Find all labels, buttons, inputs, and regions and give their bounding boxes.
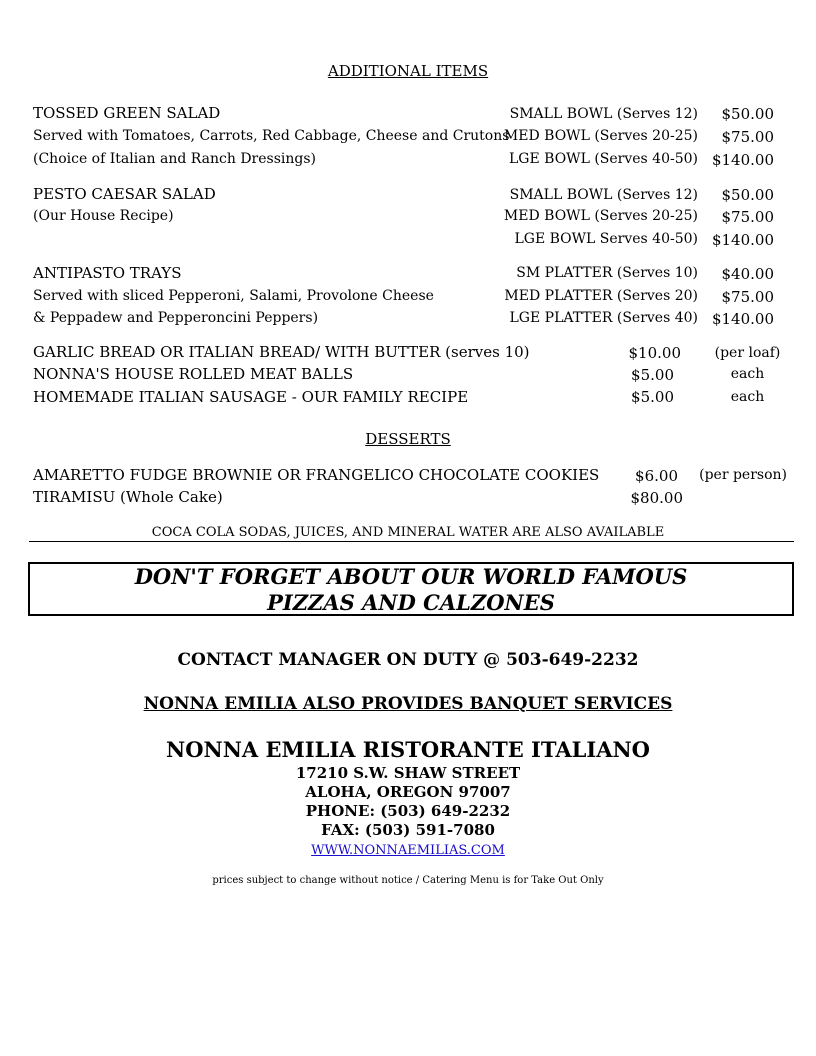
antipasto-price-sm: $40.00 [721, 265, 774, 283]
salad-desc-2: (Choice of Italian and Ranch Dressings) [33, 151, 316, 167]
divider [29, 541, 794, 542]
pesto-price-lge: $140.00 [711, 231, 774, 249]
extra-unit-sausage: each [730, 389, 765, 405]
extra-name-meatballs: NONNA'S HOUSE ROLLED MEAT BALLS [33, 365, 354, 383]
extra-name-bread: GARLIC BREAD OR ITALIAN BREAD/ WITH BUTTER (serves 10) [33, 343, 530, 361]
dessert-name-tiramisu: TIRAMISU (Whole Cake) [33, 488, 223, 506]
dessert-price-tiramisu: $80.00 [630, 489, 683, 507]
pesto-price-small: $50.00 [721, 186, 774, 204]
fax: FAX: (503) 591-7080 [321, 821, 495, 839]
extra-unit-bread: (per loaf) [714, 345, 781, 361]
salad-price-lge: $140.00 [711, 151, 774, 169]
dessert-name-brownie: AMARETTO FUDGE BROWNIE OR FRANGELICO CHOCOLATE COOKIES [33, 466, 600, 484]
antipasto-size-sm: SM PLATTER (Serves 10) [516, 265, 698, 281]
salad-size-lge: LGE BOWL (Serves 40-50) [509, 151, 698, 167]
pesto-size-med: MED BOWL (Serves 20-25) [503, 208, 698, 224]
dessert-unit-brownie: (per person) [699, 467, 787, 483]
promo-line-2: PIZZAS AND CALZONES [267, 590, 555, 615]
extra-price-bread: $10.00 [628, 344, 681, 362]
pesto-size-lge: LGE BOWL Serves 40-50) [514, 231, 698, 247]
website-link[interactable]: WWW.NONNAEMILIAS.COM [311, 843, 505, 858]
antipasto-name: ANTIPASTO TRAYS [33, 264, 182, 282]
antipasto-desc-2: & Peppadew and Pepperoncini Peppers) [33, 310, 319, 326]
salad-desc-1: Served with Tomatoes, Carrots, Red Cabbage, Cheese and Crutons [33, 128, 510, 144]
extra-name-sausage: HOMEMADE ITALIAN SAUSAGE - OUR FAMILY RECIPE [33, 388, 469, 406]
desserts-heading: DESSERTS [365, 430, 451, 448]
additional-items-heading: ADDITIONAL ITEMS [327, 62, 489, 80]
dessert-price-brownie: $6.00 [635, 467, 678, 485]
restaurant-name: NONNA EMILIA RISTORANTE ITALIANO [166, 737, 650, 762]
promo-text [28, 564, 794, 616]
address-city: ALOHA, OREGON 97007 [305, 783, 511, 801]
salad-size-med: MED BOWL (Serves 20-25) [503, 128, 698, 144]
pesto-size-small: SMALL BOWL (Serves 12) [509, 187, 698, 203]
promo-line-1: DON'T FORGET ABOUT OUR WORLD FAMOUS [134, 564, 688, 589]
antipasto-size-med: MED PLATTER (Serves 20) [504, 288, 698, 304]
salad-size-small: SMALL BOWL (Serves 12) [509, 106, 698, 122]
antipasto-desc-1: Served with sliced Pepperoni, Salami, Provolone Cheese [33, 288, 434, 304]
drinks-note: COCA COLA SODAS, JUICES, AND MINERAL WATER ARE ALSO AVAILABLE [151, 525, 665, 540]
extra-price-meatballs: $5.00 [631, 366, 674, 384]
address-street: 17210 S.W. SHAW STREET [295, 764, 521, 782]
contact-manager: CONTACT MANAGER ON DUTY @ 503-649-2232 [177, 650, 639, 670]
antipasto-price-med: $75.00 [721, 288, 774, 306]
salad-name: TOSSED GREEN SALAD [33, 104, 221, 122]
pesto-desc: (Our House Recipe) [33, 208, 174, 224]
salad-price-small: $50.00 [721, 105, 774, 123]
phone: PHONE: (503) 649-2232 [305, 802, 511, 820]
pesto-price-med: $75.00 [721, 208, 774, 226]
footnote: prices subject to change without notice / Catering Menu is for Take Out Only [212, 875, 604, 886]
salad-price-med: $75.00 [721, 128, 774, 146]
extra-price-sausage: $5.00 [631, 388, 674, 406]
antipasto-price-lge: $140.00 [711, 310, 774, 328]
extra-unit-meatballs: each [730, 366, 765, 382]
pesto-name: PESTO CAESAR SALAD [33, 185, 216, 203]
banquet-services: NONNA EMILIA ALSO PROVIDES BANQUET SERVICES [143, 694, 673, 714]
antipasto-size-lge: LGE PLATTER (Serves 40) [509, 310, 698, 326]
